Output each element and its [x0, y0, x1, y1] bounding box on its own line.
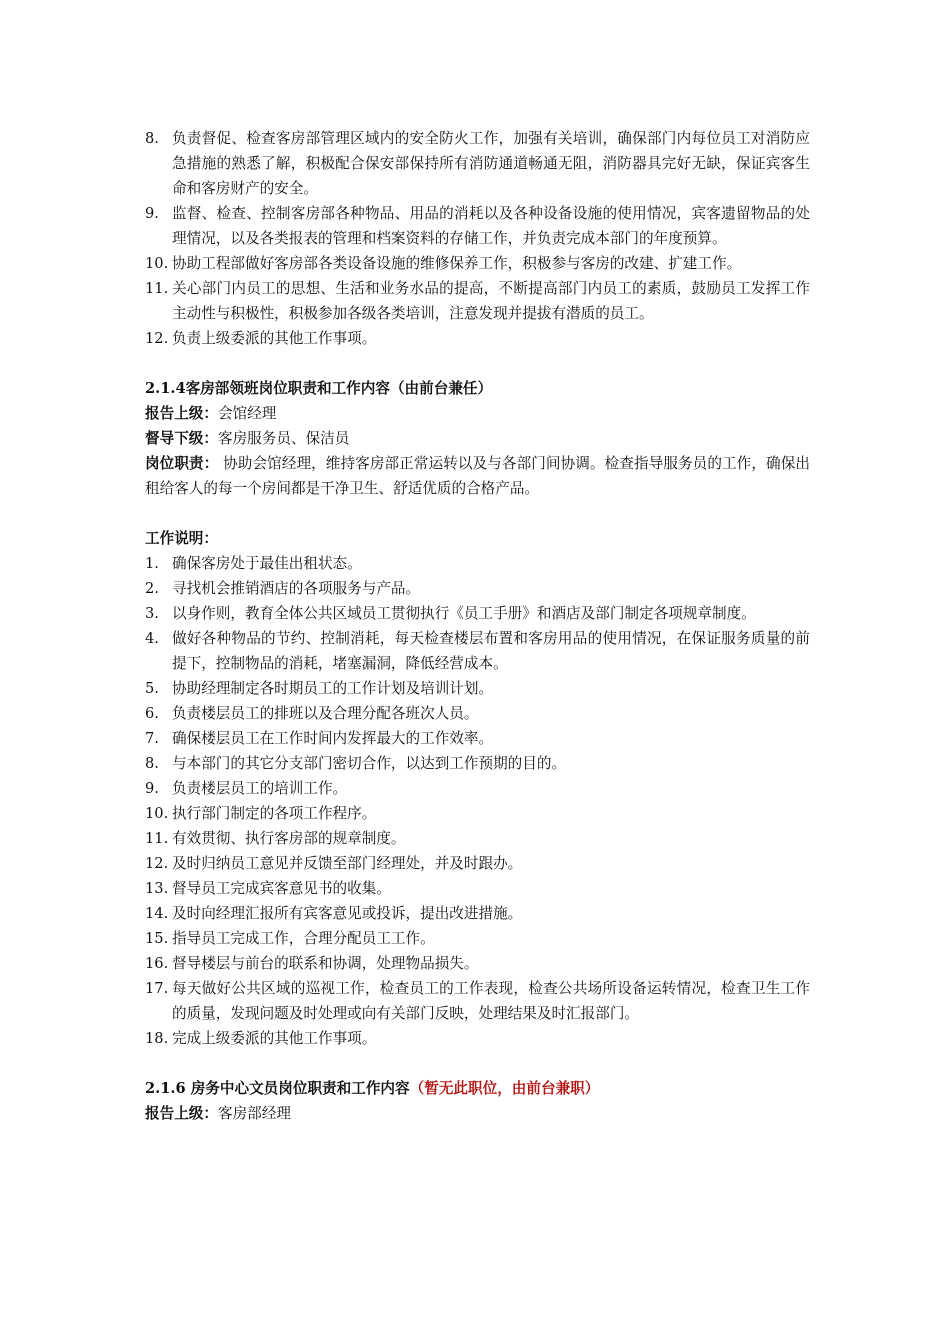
section-heading-text: 2.1.6 房务中心文员岗位职责和工作内容 — [145, 1080, 410, 1097]
list-item-number: 11. — [145, 830, 169, 847]
duty-list-continued — [145, 126, 810, 351]
list-item-number: 11. — [145, 280, 169, 297]
list-item-number: 3. — [145, 605, 159, 622]
list-item-text: 监督、检查、控制客房部各种物品、用品的消耗以及各种设备设施的使用情况，宾客遗留物品的处理情况，以及各类报表的管理和档案资料的存储工作，并负责完成本部门的年度预算。 — [172, 205, 810, 247]
list-item — [145, 126, 810, 201]
list-item-number: 8. — [145, 130, 159, 147]
report-to-value: 会馆经理 — [217, 405, 277, 422]
list-item-text: 督导楼层与前台的联系和协调，处理物品损失。 — [172, 955, 479, 972]
duty-value: 协助会馆经理，维持客房部正常运转以及与各部门间协调。检查指导服务员的工作，确保出租给客人的每一个房间都是干净卫生、舒适优质的合格产品。 — [145, 455, 810, 497]
spacer — [145, 351, 810, 376]
list-item — [145, 326, 810, 351]
list-item-text: 寻找机会推销酒店的各项服务与产品。 — [172, 580, 421, 597]
spacer — [145, 1051, 810, 1076]
list-item-number: 13. — [145, 880, 169, 897]
list-item-text: 指导员工完成工作，合理分配员工工作。 — [172, 930, 435, 947]
list-item — [145, 201, 810, 251]
list-item — [145, 851, 810, 876]
list-item-number: 1. — [145, 555, 159, 572]
list-item — [145, 626, 810, 676]
list-item-number: 2. — [145, 580, 159, 597]
list-item-text: 每天做好公共区域的巡视工作，检查员工的工作表现，检查公共场所设备运转情况，检查卫生工作的质量，发现问题及时处理或向有关部门反映，处理结果及时汇报部门。 — [172, 980, 810, 1022]
list-item — [145, 701, 810, 726]
supervise-line — [145, 426, 810, 451]
list-item — [145, 276, 810, 326]
list-item-number: 14. — [145, 905, 169, 922]
report-to-label-2: 报告上级： — [145, 1105, 218, 1122]
list-item — [145, 601, 810, 626]
list-item — [145, 726, 810, 751]
list-item-text: 与本部门的其它分支部门密切合作，以达到工作预期的目的。 — [172, 755, 567, 772]
list-item-text: 协助经理制定各时期员工的工作计划及培训计划。 — [172, 680, 494, 697]
list-item-text: 及时归纳员工意见并反馈至部门经理处，并及时跟办。 — [172, 855, 523, 872]
duty-label: 岗位职责： — [145, 455, 219, 472]
list-item — [145, 826, 810, 851]
list-item-text: 负责楼层员工的排班以及合理分配各班次人员。 — [172, 705, 479, 722]
section-heading-2-1-6 — [145, 1076, 810, 1101]
list-item-text: 负责督促、检查客房部管理区域内的安全防火工作，加强有关培训，确保部门内每位员工对消防应急措施的熟悉了解，积极配合保安部保持所有消防通道畅通无阻，消防器具完好无缺，保证宾客生命和客房财产的安全。 — [172, 130, 810, 197]
list-item — [145, 576, 810, 601]
list-item — [145, 926, 810, 951]
list-item-text: 督导员工完成宾客意见书的收集。 — [172, 880, 391, 897]
list-item-number: 7. — [145, 730, 159, 747]
report-to-value-2: 客房部经理 — [217, 1105, 291, 1122]
list-item — [145, 976, 810, 1026]
list-item-text: 确保楼层员工在工作时间内发挥最大的工作效率。 — [172, 730, 494, 747]
list-item — [145, 251, 810, 276]
work-description-label: 工作说明： — [145, 530, 218, 547]
list-item — [145, 776, 810, 801]
report-to-label: 报告上级： — [145, 405, 218, 422]
list-item — [145, 876, 810, 901]
list-item-number: 12. — [145, 855, 169, 872]
list-item-text: 做好各种物品的节约、控制消耗，每天检查楼层布置和客房用品的使用情况，在保证服务质量的前提下，控制物品的消耗，堵塞漏洞，降低经营成本。 — [172, 630, 810, 672]
document-page — [145, 126, 810, 1126]
list-item-number: 10. — [145, 805, 169, 822]
list-item-number: 5. — [145, 680, 159, 697]
list-item-text: 执行部门制定的各项工作程序。 — [172, 805, 377, 822]
list-item-number: 17. — [145, 980, 169, 997]
list-item-text: 及时向经理汇报所有宾客意见或投诉，提出改进措施。 — [172, 905, 523, 922]
list-item-number: 10. — [145, 255, 169, 272]
list-item-number: 18. — [145, 1030, 169, 1047]
list-item-text: 负责上级委派的其他工作事项。 — [172, 330, 377, 347]
list-item — [145, 676, 810, 701]
list-item — [145, 1026, 810, 1051]
list-item-number: 15. — [145, 930, 169, 947]
list-item-number: 12. — [145, 330, 169, 347]
list-item — [145, 901, 810, 926]
list-item-text: 协助工程部做好客房部各类设备设施的维修保养工作，积极参与客房的改建、扩建工作。 — [172, 255, 742, 272]
list-item — [145, 951, 810, 976]
list-item-text: 负责楼层员工的培训工作。 — [172, 780, 348, 797]
work-description-list — [145, 551, 810, 1051]
supervise-value: 客房服务员、保洁员 — [217, 430, 350, 447]
section-heading-note: （暂无此职位，由前台兼职） — [409, 1080, 600, 1097]
list-item-text: 确保客房处于最佳出租状态。 — [172, 555, 362, 572]
section-heading-2-1-4: 2.1.4客房部领班岗位职责和工作内容（由前台兼任） — [145, 380, 493, 397]
list-item — [145, 801, 810, 826]
duty-line — [145, 451, 810, 501]
supervise-label: 督导下级： — [145, 430, 218, 447]
list-item — [145, 751, 810, 776]
report-to-line-2 — [145, 1101, 810, 1126]
list-item-text: 有效贯彻、执行客房部的规章制度。 — [172, 830, 406, 847]
list-item — [145, 551, 810, 576]
list-item-number: 6. — [145, 705, 159, 722]
list-item-text: 完成上级委派的其他工作事项。 — [172, 1030, 377, 1047]
list-item-text: 关心部门内员工的思想、生活和业务水品的提高，不断提高部门内员工的素质，鼓励员工发挥工作主动性与积极性，积极参加各级各类培训，注意发现并提拔有潜质的员工。 — [172, 280, 810, 322]
list-item-number: 16. — [145, 955, 169, 972]
list-item-number: 9. — [145, 780, 159, 797]
list-item-number: 8. — [145, 755, 159, 772]
report-to-line — [145, 401, 810, 426]
list-item-number: 4. — [145, 630, 159, 647]
list-item-number: 9. — [145, 205, 159, 222]
list-item-text: 以身作则，教育全体公共区域员工贯彻执行《员工手册》和酒店及部门制定各项规章制度。 — [172, 605, 756, 622]
spacer — [145, 501, 810, 526]
